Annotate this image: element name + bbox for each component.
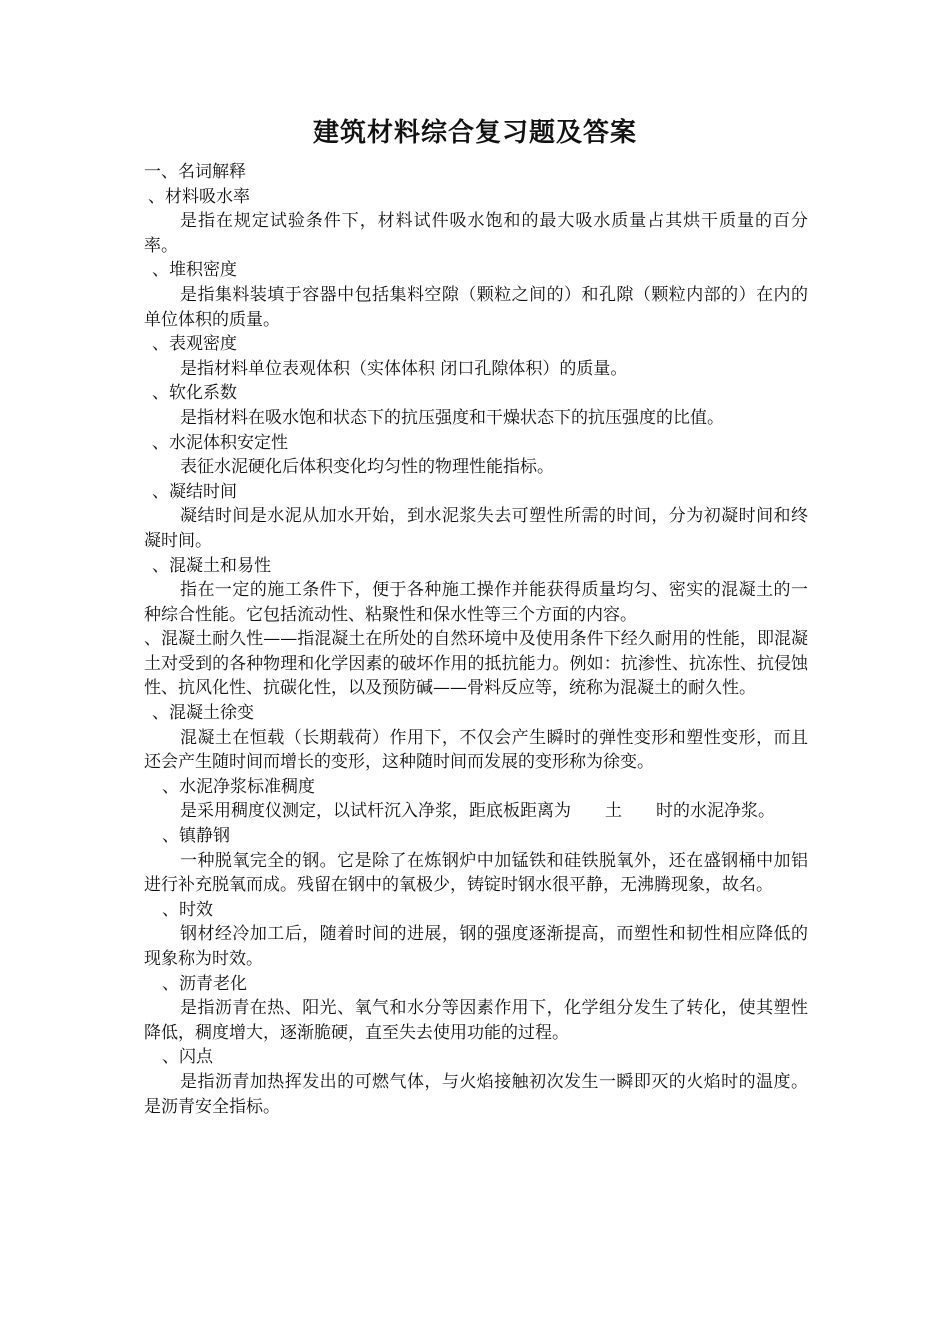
term-heading: 、镇静钢	[162, 826, 230, 847]
term-heading: 、水泥净浆标准稠度	[162, 776, 315, 797]
term-heading: 、闪点	[162, 1047, 213, 1068]
durability-paragraph: 、混凝土耐久性——指混凝土在所处的自然环境中及使用条件下经久耐用的性能，即混凝土对受到的各种物理和化学因素的破坏作用的抵抗能力。例如：抗渗性、抗冻性、抗侵蚀性、抗风化性、抗碳化性，以及预防碱——骨料反应等，统称为混凝土的耐久性。	[144, 629, 808, 699]
term-definition: 是指在规定试验条件下，材料试件吸水饱和的最大吸水质量占其烘干质量的百分率。	[144, 211, 808, 256]
term-definition: 一种脱氧完全的钢。它是除了在炼钢炉中加锰铁和硅铁脱氧外，还在盛钢桶中加铝进行补充脱氧而成。残留在钢中的氧极少，铸锭时钢水很平静，无沸腾现象，故名。	[144, 850, 808, 896]
document-body	[144, 160, 808, 1119]
term-definition: 凝结时间是水泥从加水开始，到水泥浆失去可塑性所需的时间，分为初凝时间和终凝时间。	[144, 506, 808, 551]
term-heading: 、凝结时间	[152, 481, 237, 502]
term-definition: 是指集料装填于容器中包括集料空隙（颗粒之间的）和孔隙（颗粒内部的）在内的单位体积的质量。	[144, 284, 808, 330]
section-heading: 一、名词解释	[144, 162, 246, 182]
term-definition: 是指材料在吸水饱和状态下的抗压强度和干燥状态下的抗压强度的比值。	[180, 407, 724, 428]
term-definition: 是指材料单位表观体积（实体体积 闭口孔隙体积）的质量。	[180, 358, 628, 379]
document-title: 建筑材料综合复习题及答案	[312, 118, 637, 148]
term-heading: 、表观密度	[152, 334, 237, 355]
term-heading: 、水泥体积安定性	[152, 432, 288, 453]
term-heading: 、沥青老化	[162, 973, 247, 994]
term-definition: 表征水泥硬化后体积变化均匀性的物理性能指标。	[180, 457, 554, 478]
term-heading: 、时效	[162, 899, 213, 920]
term-definition: 是采用稠度仪测定，以试杆沉入净浆，距底板距离为 土 时的水泥净浆。	[180, 801, 775, 822]
term-definition: 是指沥青在热、阳光、氧气和水分等因素作用下，化学组分发生了转化，使其塑性降低，稠度增大，逐渐脆硬，直至失去使用功能的过程。	[144, 998, 808, 1043]
term-heading: 、混凝土和易性	[152, 555, 271, 576]
term-heading: 、软化系数	[152, 383, 237, 404]
term-definition: 混凝土在恒载（长期载荷）作用下，不仅会产生瞬时的弹性变形和塑性变形，而且还会产生随时间而增长的变形，这种随时间而发展的变形称为徐变。	[144, 727, 808, 773]
term-definition: 指在一定的施工条件下，便于各种施工操作并能获得质量均匀、密实的混凝土的一种综合性能。它包括流动性、粘聚性和保水性等三个方面的内容。	[144, 580, 808, 625]
term-heading: 、混凝土徐变	[152, 703, 254, 724]
term-definition: 是指沥青加热挥发出的可燃气体，与火焰接触初次发生一瞬即灭的火焰时的温度。是沥青安全指标。	[144, 1071, 808, 1117]
term-heading: 、堆积密度	[152, 260, 237, 281]
term-definition: 钢材经冷加工后，随着时间的进展，钢的强度逐渐提高，而塑性和韧性相应降低的现象称为时效。	[144, 924, 808, 969]
term-heading: 、材料吸水率	[148, 186, 250, 207]
